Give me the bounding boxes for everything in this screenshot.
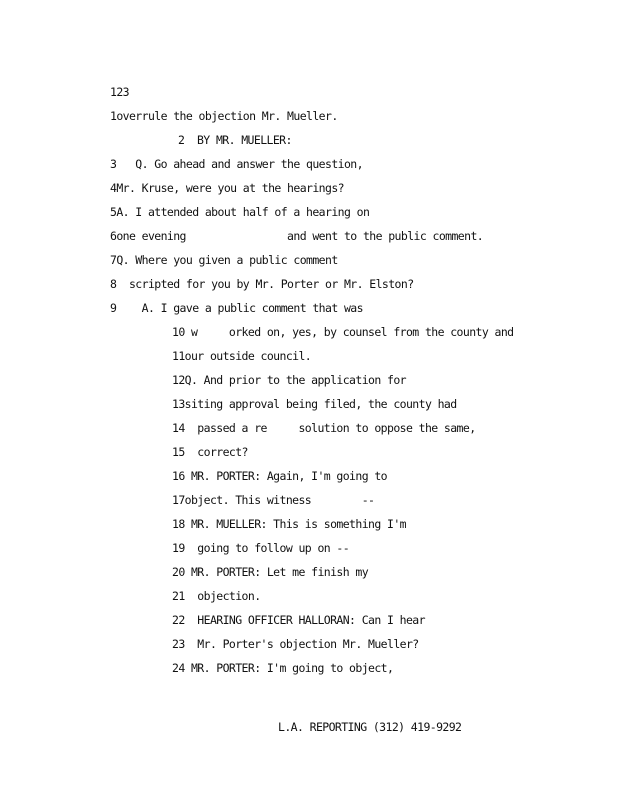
transcript-line: 24 MR. PORTER: I'm going to object, [172,661,394,675]
page-footer: L.A. REPORTING (312) 419-9292 [278,720,462,734]
transcript-line: 11our outside council. [172,349,312,363]
transcript-line: 22 HEARING OFFICER HALLORAN: Can I hear [172,613,425,627]
transcript-line: 16 MR. PORTER: Again, I'm going to [172,469,388,483]
transcript-line: 2 BY MR. MUELLER: [178,133,292,147]
transcript-line: 20 MR. PORTER: Let me finish my [172,565,369,579]
transcript-line: 17object. This witness -- [172,493,375,507]
transcript-line: 18 MR. MUELLER: This is something I'm [172,517,406,531]
transcript-line: 12Q. And prior to the application for [172,373,406,387]
transcript-line: 3 Q. Go ahead and answer the question, [110,157,363,171]
transcript-line: 7Q. Where you given a public comment [110,253,338,267]
transcript-line: 19 going to follow up on -- [172,541,350,555]
transcript-line: 15 correct? [172,445,248,459]
transcript-line: 14 passed a re solution to oppose the same, [172,421,476,435]
transcript-line: 13siting approval being filed, the county had [172,397,457,411]
transcript-line: 9 A. I gave a public comment that was [110,301,363,315]
transcript-line: 8 scripted for you by Mr. Porter or Mr. Elston? [110,277,414,291]
transcript-line: 6one evening and went to the public comment. [110,229,484,243]
transcript-line: 10 w orked on, yes, by counsel from the county and [172,325,514,339]
page-number: 123 [110,85,129,99]
transcript-line: 21 objection. [172,589,261,603]
transcript-line: 5A. I attended about half of a hearing on [110,205,370,219]
transcript-line: 4Mr. Kruse, were you at the hearings? [110,181,344,195]
transcript-line: 23 Mr. Porter's objection Mr. Mueller? [172,637,419,651]
transcript-line: 1overrule the objection Mr. Mueller. [110,109,338,123]
